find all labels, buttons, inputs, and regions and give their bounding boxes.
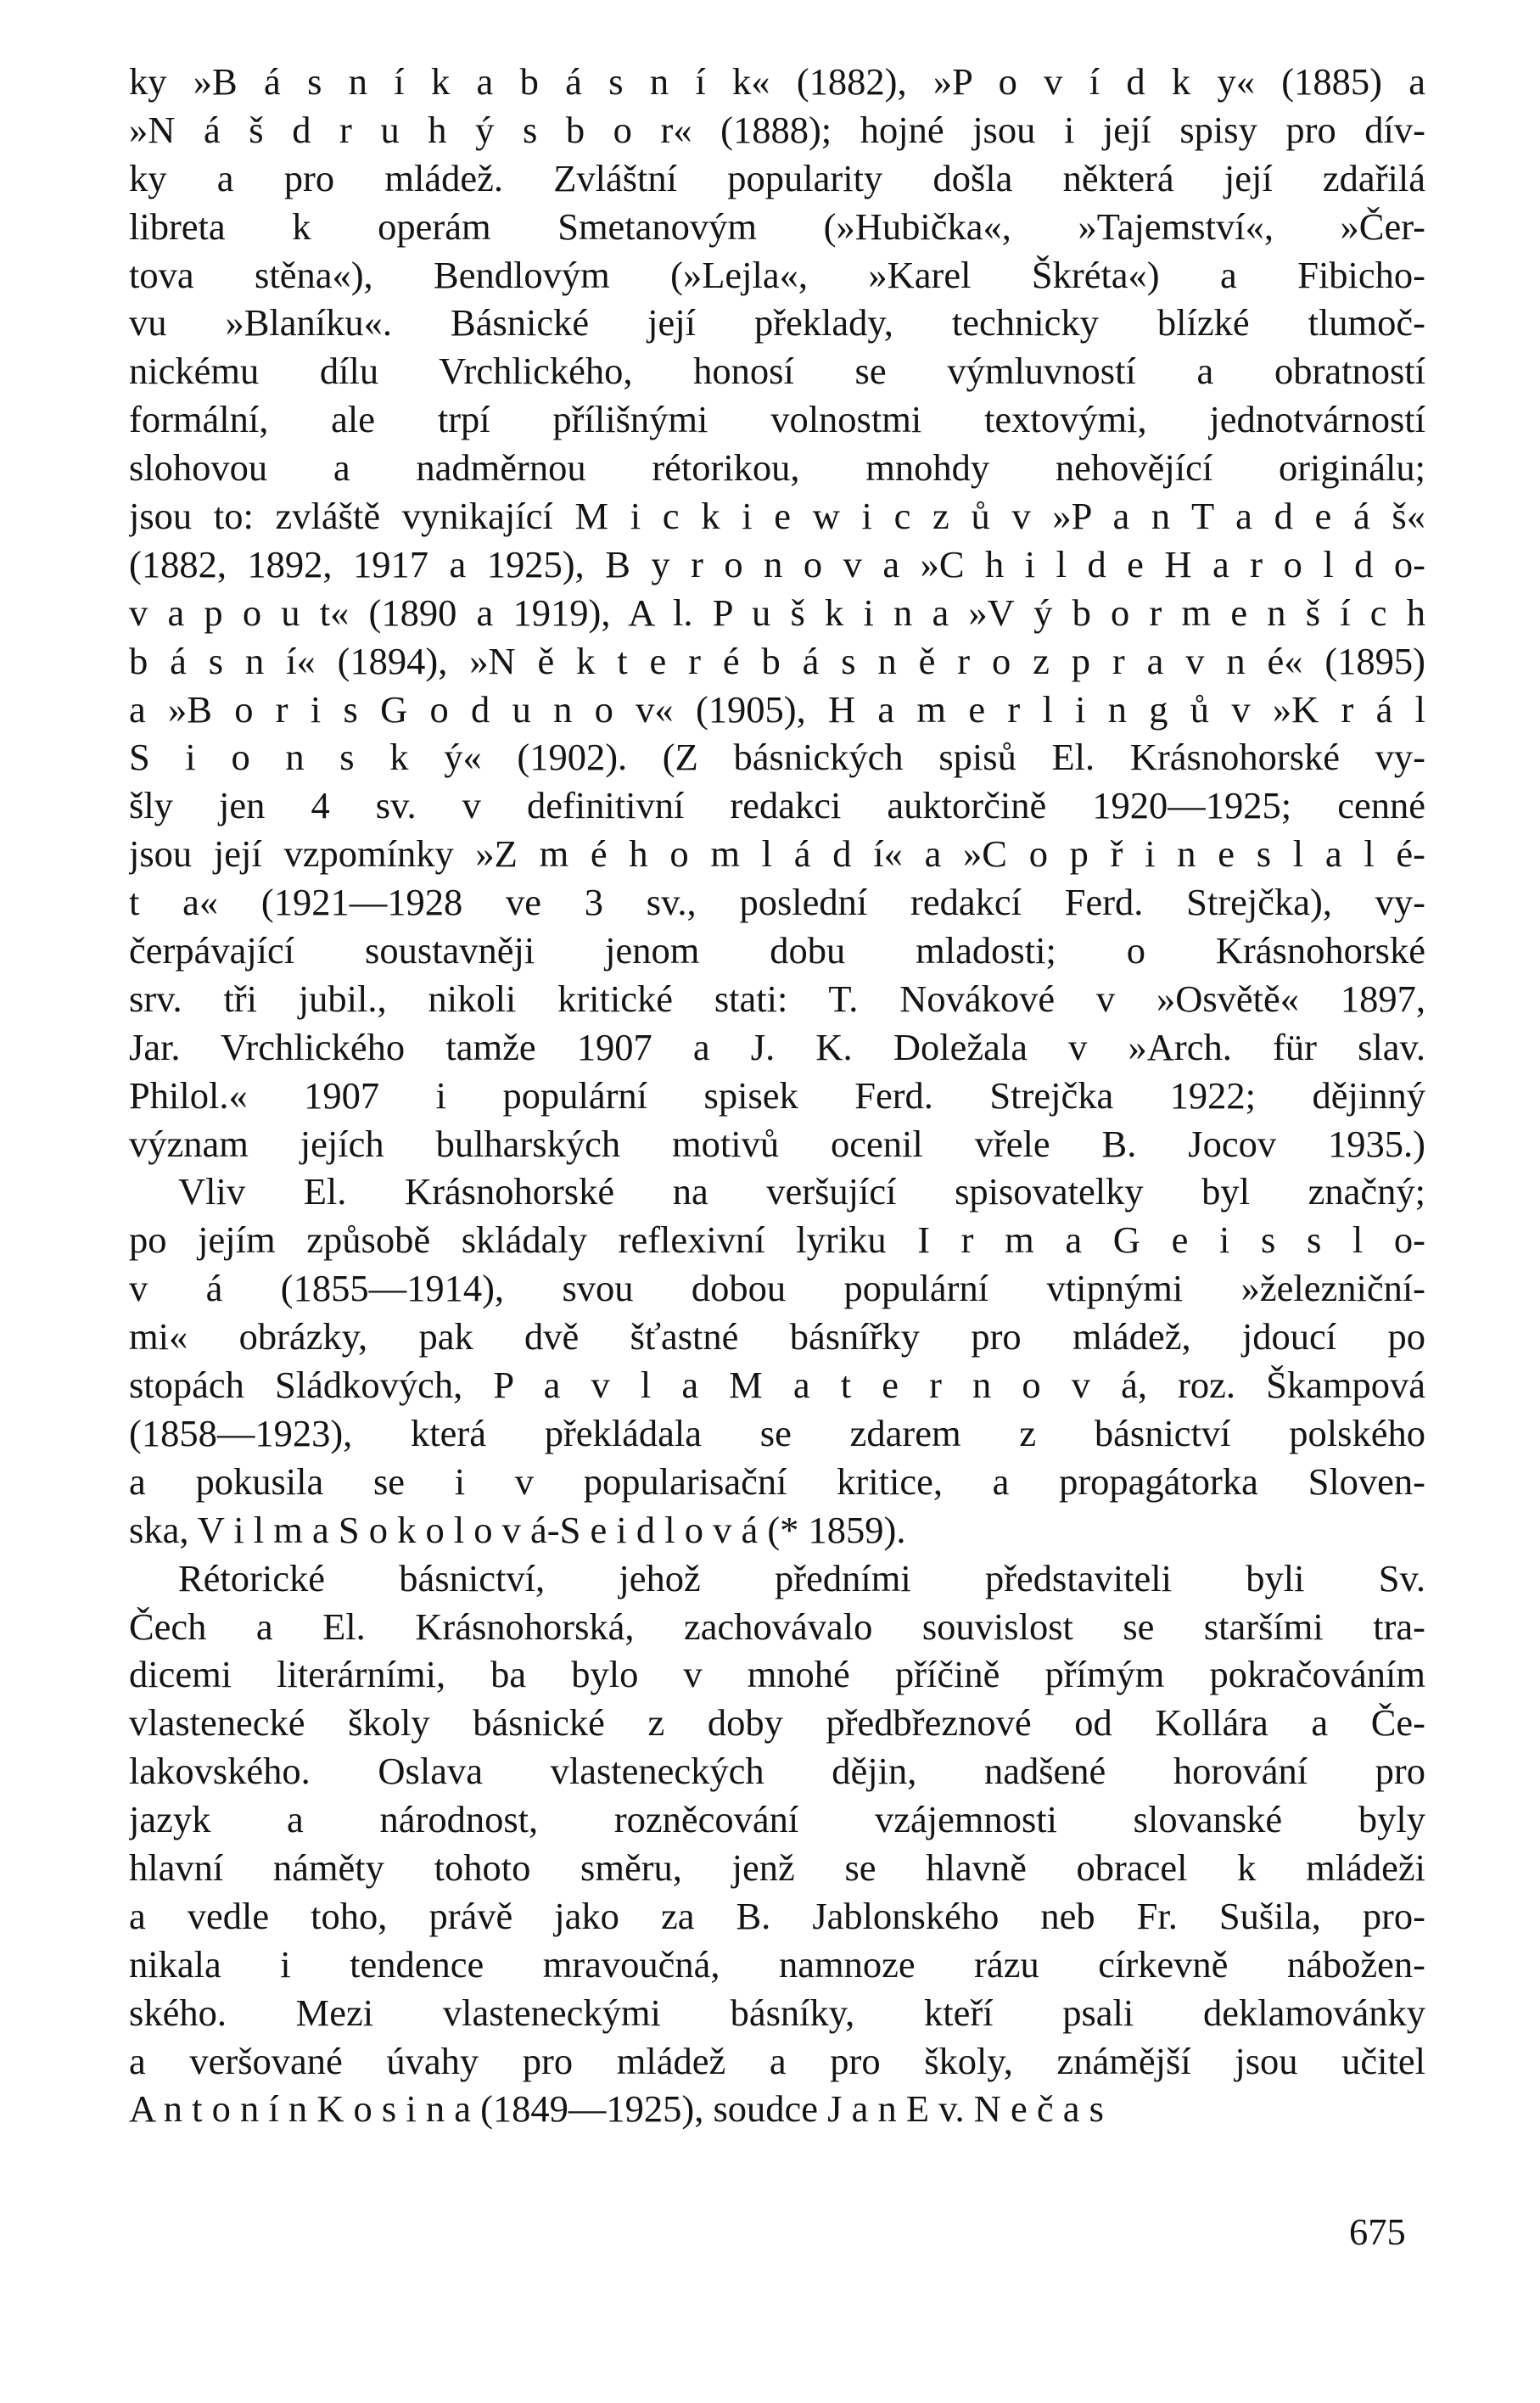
text-line: libreta k operám Smetanovým (»Hubička«, »Tajemství«, »Čer- [129,204,1425,248]
text-line: slohovou a nadměrnou rétorikou, mnohdy nehovějící originálu; [129,446,1425,490]
text-line: ska, V i l m a S o k o l o v á-S e i d l o v á (* 1859). [129,1508,906,1551]
text-line: význam jejích bulharských motivů ocenil vřele B. Jocov 1935.) [129,1122,1425,1165]
paragraph [129,58,1425,1168]
paragraph [129,1554,1425,2134]
text-line: A n t o n í n K o s i n a (1849—1925), soudce J a n E v. N e č a s [129,2087,1105,2131]
text-line: dicemi literárními, ba bylo v mnohé příčině přímým pokračováním [129,1653,1425,1696]
text-line: jsou její vzpomínky »Z m é h o m l á d í« a »C o p ř i n e s l a l é- [129,832,1425,876]
text-line: v á (1855—1914), svou dobou populární vtipnými »železniční- [129,1267,1425,1310]
text-line: nikala i tendence mravoučná, namnoze rázu církevně nábožen- [129,1942,1425,1986]
text-line: hlavní náměty tohoto směru, jenž se hlavně obracel k mládeži [129,1846,1425,1889]
page-number: 675 [1349,2210,1406,2253]
text-line: formální, ale trpí přílišnými volnostmi textovými, jednotvárností [129,398,1425,441]
text-line: a veršované úvahy pro mládež a pro školy, známější jsou učitel [129,2039,1425,2082]
text-line: čerpávající soustavněji jenom dobu mladosti; o Krásnohorské [129,929,1425,972]
text-line: v a p o u t« (1890 a 1919), A l. P u š k i n a »V ý b o r m e n š í c h [129,591,1425,634]
text-line: S i o n s k ý« (1902). (Z básnických spisů El. Krásnohorské vy- [129,736,1425,779]
text-line: a vedle toho, právě jako za B. Jablonského neb Fr. Sušila, pro- [129,1894,1425,1937]
text-line: ského. Mezi vlasteneckými básníky, kteří psali deklamovánky [129,1991,1425,2034]
text-line: b á s n í« (1894), »N ě k t e r é b á s n ě r o z p r a v n é« (1895) [129,639,1425,682]
text-line: Jar. Vrchlického tamže 1907 a J. K. Doležala v »Arch. für slav. [129,1025,1425,1068]
text-line: nickému dílu Vrchlického, honosí se výmluvností a obratností [129,350,1425,393]
page-body [129,58,1425,2133]
text-line: srv. tři jubil., nikoli kritické stati: T. Novákové v »Osvětě« 1897, [129,977,1425,1020]
text-line: jsou to: zvláště vynikající M i c k i e w i c z ů v »P a n T a d e á š« [129,495,1425,538]
paragraph [129,1168,1425,1554]
text-line: Vliv El. Krásnohorské na veršující spisovatelky byl značný; [178,1170,1425,1213]
text-line: Rétorické básnictví, jehož předními představiteli byli Sv. [178,1556,1425,1599]
text-line: Philol.« 1907 i populární spisek Ferd. Strejčka 1922; dějinný [129,1073,1425,1117]
text-line: stopách Sládkových, P a v l a M a t e r n o v á, roz. Škampová [129,1364,1425,1407]
text-line: vu »Blaníku«. Básnické její překlady, technicky blízké tlumoč- [129,301,1425,344]
text-line: mi« obrázky, pak dvě šťastné básnířky pro mládež, jdoucí po [129,1315,1425,1358]
text-line: vlastenecké školy básnické z doby předbřeznové od Kollára a Če- [129,1701,1425,1745]
text-line: lakovského. Oslava vlasteneckých dějin, nadšené horování pro [129,1750,1425,1793]
text-line: a pokusila se i v popularisační kritice, a propagátorka Sloven- [129,1459,1425,1503]
text-line: jazyk a národnost, rozněcování vzájemnosti slovanské byly [129,1798,1425,1841]
text-line: šly jen 4 sv. v definitivní redakci auktorčině 1920—1925; cenné [129,784,1425,827]
text-line: a »B o r i s G o d u n o v« (1905), H a m e r l i n g ů v »K r á l [129,687,1425,731]
text-line: »N á š d r u h ý s b o r« (1888); hojné jsou i její spisy pro dív- [129,108,1425,151]
text-line: t a« (1921—1928 ve 3 sv., poslední redakcí Ferd. Strejčka), vy- [129,881,1425,924]
text-line: (1882, 1892, 1917 a 1925), B y r o n o v a »C h i l d e H a r o l d o- [129,542,1425,585]
text-line: ky »B á s n í k a b á s n í k« (1882), »P o v í d k y« (1885) a [129,60,1425,103]
text-line: tova stěna«), Bendlovým (»Lejla«, »Karel Škréta«) a Fibicho- [129,253,1425,296]
text-line: ky a pro mládež. Zvláštní popularity došla některá její zdařilá [129,156,1425,199]
text-line: (1858—1923), která překládala se zdarem z básnictví polského [129,1411,1425,1454]
text-line: po jejím způsobě skládaly reflexivní lyriku I r m a G e i s s l o- [129,1218,1425,1262]
text-line: Čech a El. Krásnohorská, zachovávalo souvislost se staršími tra- [129,1605,1425,1648]
